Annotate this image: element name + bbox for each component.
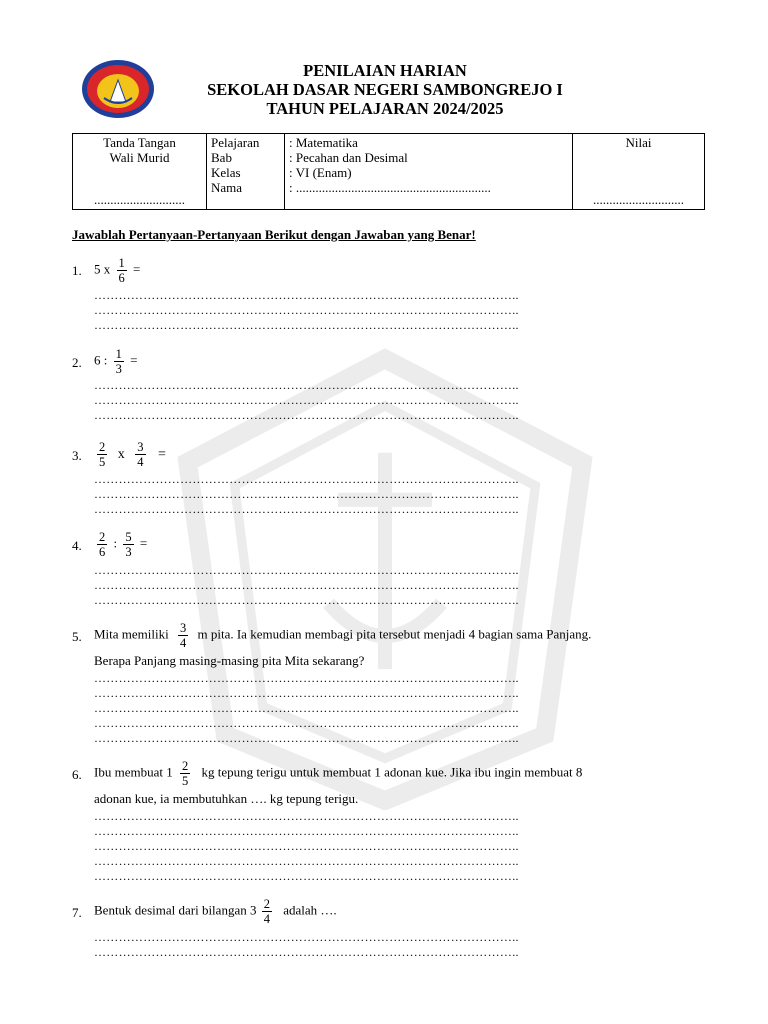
instruction-text: Jawablah Pertanyaan-Pertanyaan Berikut dengan Jawaban yang Benar! xyxy=(72,227,476,242)
question-text xyxy=(94,759,698,788)
answer-line[interactable]: ………………………………………………………………………………………….. xyxy=(94,869,519,883)
value-cell xyxy=(285,134,573,210)
answer-line[interactable]: ………………………………………………………………………………………….. xyxy=(94,839,519,853)
numerator: 3 xyxy=(180,621,187,635)
answer-line[interactable]: ………………………………………………………………………………………….. xyxy=(94,854,519,868)
question-text-end: m pita. Ia kemudian membagi pita tersebut menjadi 4 bagian sama Panjang. xyxy=(197,626,592,642)
answer-line[interactable]: ………………………………………………………………………………………….. xyxy=(94,472,519,486)
answer-line[interactable]: ………………………………………………………………………………………….. xyxy=(94,578,519,592)
numerator: 2 xyxy=(263,897,270,911)
label-class: Kelas xyxy=(211,165,241,180)
answer-line[interactable]: ………………………………………………………………………………………….. xyxy=(94,716,519,730)
answer-line[interactable]: ………………………………………………………………………………………….. xyxy=(94,303,519,317)
denominator: 3 xyxy=(125,545,132,559)
question-text xyxy=(94,256,698,285)
numerator: 2 xyxy=(99,530,106,544)
fraction xyxy=(97,440,107,469)
fraction xyxy=(114,347,124,376)
question-text-line2: adonan kue, ia membutuhkan …. kg tepung terigu. xyxy=(94,791,359,806)
signature-cell xyxy=(73,134,207,210)
question-text-line2: Berapa Panjang masing-masing pita Mita sekarang? xyxy=(94,653,365,668)
academic-year: TAHUN PELAJARAN 2024/2025 xyxy=(266,99,504,118)
answer-line[interactable]: ………………………………………………………………………………………….. xyxy=(94,731,519,745)
answer-line[interactable]: ………………………………………………………………………………………….. xyxy=(94,563,519,577)
fraction xyxy=(135,440,145,469)
score-field[interactable]: ............................ xyxy=(593,192,684,207)
score-label: Nilai xyxy=(625,135,652,150)
fraction xyxy=(180,759,190,788)
question-text-start: Bentuk desimal dari bilangan 3 xyxy=(94,902,257,918)
question-number: 1. xyxy=(72,263,82,278)
numerator: 3 xyxy=(137,440,144,454)
score-cell xyxy=(573,134,705,210)
label-subject: Pelajaran xyxy=(211,135,260,150)
denominator: 6 xyxy=(118,271,125,285)
signature-line: ............................ xyxy=(94,192,185,207)
answer-line[interactable]: ………………………………………………………………………………………….. xyxy=(94,701,519,715)
signature-label-2: Wali Murid xyxy=(109,150,170,165)
answer-line[interactable]: ………………………………………………………………………………………….. xyxy=(94,930,519,944)
question-text xyxy=(94,440,698,469)
school-logo xyxy=(80,58,156,120)
page-title: PENILAIAN HARIAN xyxy=(303,61,467,80)
denominator: 4 xyxy=(263,912,270,926)
fraction xyxy=(117,256,127,285)
denominator: 4 xyxy=(180,636,187,650)
question-text-start: Mita memiliki xyxy=(94,626,169,642)
operand: 6 : xyxy=(94,352,108,368)
label-chapter: Bab xyxy=(211,150,232,165)
answer-line[interactable]: ………………………………………………………………………………………….. xyxy=(94,487,519,501)
numerator: 5 xyxy=(125,530,132,544)
answer-line[interactable]: ………………………………………………………………………………………….. xyxy=(94,502,519,516)
question-number: 2. xyxy=(72,355,82,370)
equals-sign: = xyxy=(139,535,148,551)
fraction xyxy=(97,530,107,559)
equals-sign: = xyxy=(133,261,141,277)
value-chapter: : Pecahan dan Desimal xyxy=(289,150,408,165)
fraction xyxy=(262,897,272,926)
numerator: 2 xyxy=(99,440,106,454)
answer-line[interactable]: ………………………………………………………………………………………….. xyxy=(94,671,519,685)
numerator: 1 xyxy=(118,256,125,270)
denominator: 5 xyxy=(181,774,189,788)
numerator: 2 xyxy=(181,759,189,773)
value-class: : VI (Enam) xyxy=(289,165,352,180)
answer-line[interactable]: ………………………………………………………………………………………….. xyxy=(94,393,519,407)
answer-line[interactable]: ………………………………………………………………………………………….. xyxy=(94,809,519,823)
operator: : xyxy=(113,535,118,551)
equals-sign: = xyxy=(130,352,138,368)
question-number: 7. xyxy=(72,905,82,920)
denominator: 3 xyxy=(115,362,122,376)
question-text-end: adalah …. xyxy=(283,902,337,918)
info-table xyxy=(72,133,705,210)
question-number: 6. xyxy=(72,767,82,782)
question-text-start: Ibu membuat 1 xyxy=(94,764,173,780)
question-text xyxy=(94,897,698,926)
school-name: SEKOLAH DASAR NEGERI SAMBONGREJO I xyxy=(207,80,563,99)
denominator: 5 xyxy=(99,455,106,469)
question-text xyxy=(94,530,698,559)
answer-line[interactable]: ………………………………………………………………………………………….. xyxy=(94,945,519,959)
value-subject: : Matematika xyxy=(289,135,358,150)
question-number: 3. xyxy=(72,448,82,463)
answer-line[interactable]: ………………………………………………………………………………………….. xyxy=(94,824,519,838)
operator: x xyxy=(117,446,125,462)
label-cell xyxy=(207,134,285,210)
answer-line[interactable]: ………………………………………………………………………………………….. xyxy=(94,318,519,332)
question-text xyxy=(94,621,698,650)
numerator: 1 xyxy=(115,347,122,361)
answer-line[interactable]: ………………………………………………………………………………………….. xyxy=(94,378,519,392)
question-text xyxy=(94,347,698,376)
fraction xyxy=(178,621,188,650)
question-number: 4. xyxy=(72,538,82,553)
denominator: 4 xyxy=(137,455,144,469)
answer-line[interactable]: ………………………………………………………………………………………….. xyxy=(94,593,519,607)
answer-line[interactable]: ………………………………………………………………………………………….. xyxy=(94,686,519,700)
answer-line[interactable]: ………………………………………………………………………………………….. xyxy=(94,408,519,422)
equals-sign: = xyxy=(158,446,166,462)
question-text-end: kg tepung terigu untuk membuat 1 adonan kue. Jika ibu ingin membuat 8 xyxy=(201,764,583,780)
answer-line[interactable]: ………………………………………………………………………………………….. xyxy=(94,288,519,302)
denominator: 6 xyxy=(99,545,106,559)
question-number: 5. xyxy=(72,629,82,644)
signature-label-1: Tanda Tangan xyxy=(103,135,176,150)
operand: 5 x xyxy=(94,261,111,277)
name-field[interactable]: : ............................................................ xyxy=(289,180,491,195)
label-name: Nama xyxy=(211,180,243,195)
fraction xyxy=(123,530,133,559)
